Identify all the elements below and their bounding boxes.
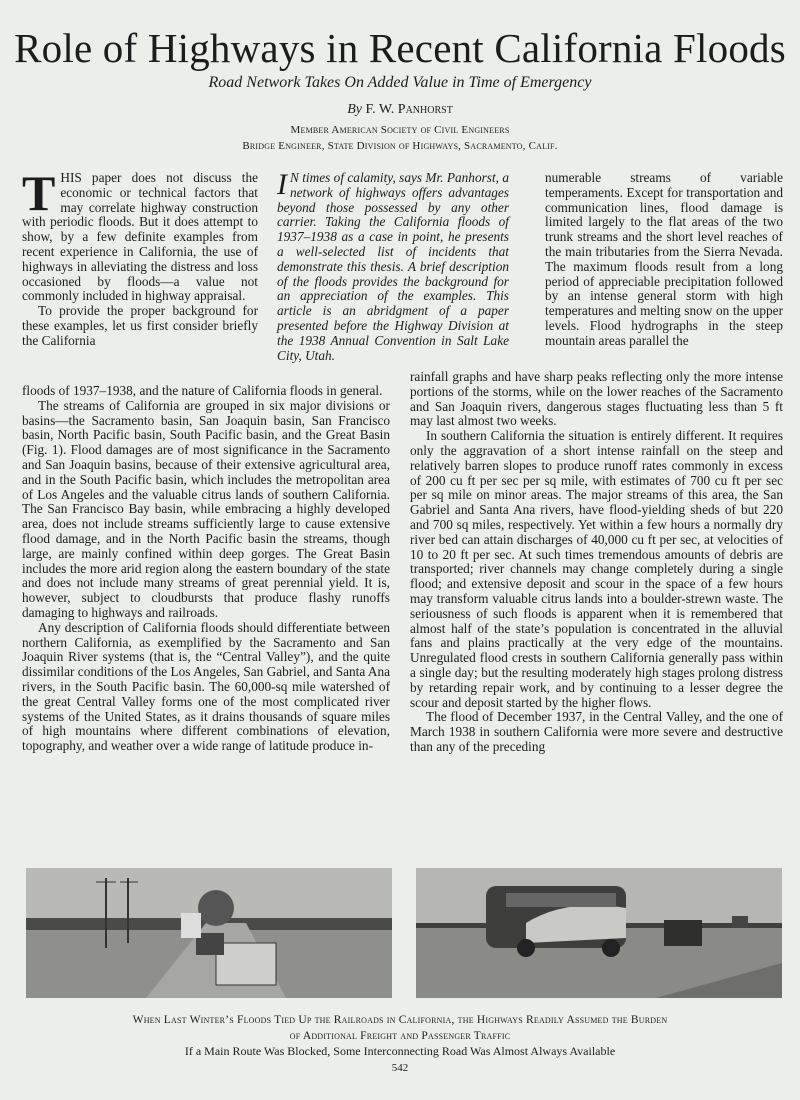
photo-bus-image [416, 868, 782, 998]
flooded-highway-bus-photo [416, 868, 782, 998]
byline-prefix: By [347, 102, 362, 117]
author-name: F. W. Panhorst [365, 102, 453, 117]
page-number: 542 [391, 1062, 409, 1074]
body-column-3-top [545, 171, 783, 349]
paragraph-differentiate: Any description of California floods should differentiate between northern California, as exemplified by the Sacramento and San Joaquin River systems (that is, the “Central Valley”), and the quite dissimilar conditions of the Los Angeles, San Gabriel, and Santa Ana rivers, in the South Pacific basin. The 60,000-sq mile watershed of the great Central Valley forms one of the most complicated river systems of the United States, as it drains thousands of square miles of high mountains where different combinations of elevation, topography, and weather over a wide range of latitude produce in- [22, 619, 390, 754]
flooded-highway-truck-photo [26, 868, 392, 998]
paragraph-central-valley-continued: numerable streams of variable temperaments. Except for transportation and communication lines, flood damage is limited largely to the flat areas of the two trunk streams and the short level reaches of the main tributaries from the Sierra Nevada. The maximum floods result from a long period of appreciable precipitation followed by an intense general storm with high temperatures and melting snow on the upper levels. Flood hydrographs in the steep mountain areas parallel the [545, 170, 783, 348]
paragraph-basins: The streams of California are grouped in six major divisions or basins—the Sacramento basin, San Joaquin basin, San Francisco basin, North Pacific basin, South Pacific basin, and the Great Basin (Fig. 1). Flood damages are of most significance in the Sacramento and San Joaquin basins, because of their extensive agricultural area, and in the South Pacific basin, which includes the metropolitan area of Los Angeles and the valuable citrus lands of southern California. The San Francisco Bay basin, while embracing a highly developed area, does not include streams sufficiently large to cause extensive flood damage, and in the North Pacific basin the streams, though large, are mainly confined within deep gorges. The Great Basin includes the more arid region along the eastern boundary of the state and does not include many streams of great perennial yield. It is, however, subject to cloudbursts that produce flashy runoffs damaging to highways and railroads. [22, 397, 390, 620]
photo-truck-image [26, 868, 392, 998]
drop-cap: T [22, 165, 56, 221]
body-column-1-top [22, 165, 258, 349]
author-affiliation-2: Bridge Engineer, State Division of Highways, Sacramento, Calif. [242, 140, 558, 152]
paragraph-background-bottom: floods of 1937–1938, and the nature of California floods in general. [22, 383, 383, 398]
byline [0, 102, 800, 118]
figure-caption-line-1: When Last Winter’s Floods Tied Up the Railroads in California, the Highways Readily Assumed the Burden [132, 1014, 668, 1026]
abstract-initial: I [277, 168, 287, 201]
figure-caption-line-2: of Additional Freight and Passenger Traffic [289, 1030, 511, 1042]
body-column-right-lower [410, 370, 783, 755]
paragraph-intro [22, 165, 258, 304]
article-subtitle: Road Network Takes On Added Value in Time of Emergency [208, 74, 592, 91]
figure-subcaption: If a Main Route Was Blocked, Some Interconnecting Road Was Almost Always Available [184, 1044, 616, 1058]
abstract-text: N times of calamity, says Mr. Panhorst, a network of highways offers advantages beyond those possessed by any other carrier. Taking the California floods of 1937–1938 as a case in point, he presents a well-selected list of incidents that demonstrate this thesis. A brief description of the floods provides the background for an appreciation of the examples. This article is an abridgment of a paper presented before the Highway Division at the 1938 Annual Convention in Salt Lake City, Utah. [277, 170, 509, 363]
article-title: Role of Highways in Recent California Floods [14, 25, 786, 71]
editor-abstract [277, 168, 509, 363]
paragraph-december-flood: The flood of December 1937, in the Central Valley, and the one of March 1938 in southern California were more severe and destructive than any of the preceding [410, 709, 783, 754]
paragraph-background-top: To provide the proper background for these examples, let us first consider briefly the California [22, 303, 258, 348]
body-column-left-lower [22, 384, 390, 754]
figure-caption [0, 1012, 800, 1044]
author-affiliation-1: Member American Society of Civil Engineers [290, 124, 510, 136]
paragraph-southern-california: In southern California the situation is entirely different. It requires only the aggravation of a short intense rainfall on the steep and relatively barren slopes to produce runoff rates commonly in excess of 200 cu ft per sec per sq mile, with estimates of 700 cu ft per sec per sq mile on minor areas. The major streams of this area, the San Gabriel and Santa Ana rivers, have flood-yielding sheds of but 220 and 700 sq miles, respectively. Yet within a few hours a normally dry river bed can attain discharges of 40,000 cu ft per sec, at velocities of 10 to 20 ft per sec. At such times tremendous amounts of debris are transported; river channels may change completely during a single flood; and extensive deposit and scour in the space of a few hours may transform valuable citrus lands into a boulder-strewn waste. The seriousness of such floods is apparent when it is remembered that almost half of the state’s population is concentrated in the alluvial fans and plains practically at the very edge of the mountains. Unregulated flood crests in southern California generally pass within a single day; but the resulting moderately high stages prolong distress by retarding repair work, and by continuing to a lesser degree the scour and deposit started by the higher flows. [410, 428, 783, 710]
paragraph-intro-text: HIS paper does not discuss the economic or technical factors that may correlate highway construction with periodic floods. But it does attempt to show, by a few definite examples from recent experience in California, the use of highways in alleviating the distress and loss occasioned by floods—a value not commonly included in highway appraisal. [22, 170, 258, 304]
paragraph-hydrographs: rainfall graphs and have sharp peaks reflecting only the more intense portions of the storms, while on the lower reaches of the Sacramento and San Joaquin rivers, dangerous stages fluctuating less than 5 ft may last almost two weeks. [410, 369, 783, 429]
